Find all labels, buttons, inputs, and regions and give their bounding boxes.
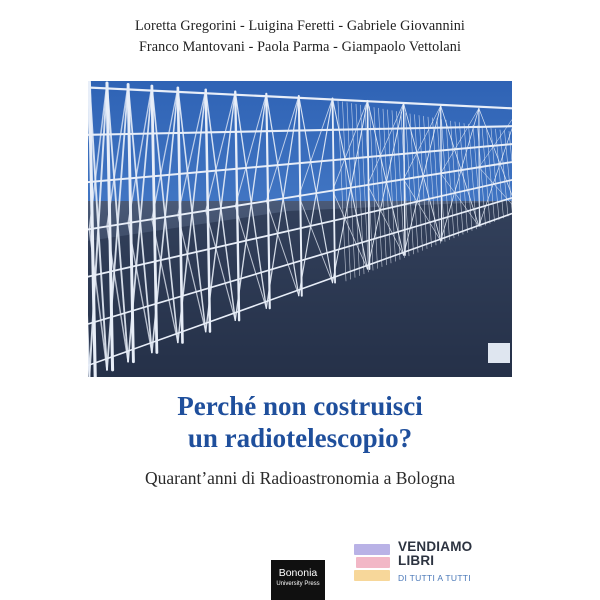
seller-badge xyxy=(352,536,502,592)
badge-line-1: VENDIAMO xyxy=(398,539,473,554)
book-title xyxy=(88,390,512,454)
cover-photo xyxy=(88,81,512,377)
title-line-2: un radiotelescopio? xyxy=(187,423,413,453)
author-list xyxy=(88,16,512,58)
book-cover xyxy=(88,0,512,600)
publisher-logo xyxy=(271,560,325,600)
badge-line-3: DI TUTTI A TUTTI xyxy=(398,573,471,583)
badge-line-2: LIBRI xyxy=(398,553,435,568)
publisher-subname: University Press xyxy=(276,581,320,587)
book-stack-icon xyxy=(352,540,392,588)
authors-line-1: Loretta Gregorini - Luigina Feretti - Gabriele Giovannini xyxy=(135,18,465,34)
small-building xyxy=(488,343,510,363)
title-line-1: Perché non costruisci xyxy=(177,391,423,421)
radio-telescope-truss-image xyxy=(88,81,512,377)
book-subtitle: Quarant’anni di Radioastronomia a Bologna xyxy=(144,468,456,488)
authors-line-2: Franco Mantovani - Paola Parma - Giampaolo Vettolani xyxy=(138,39,462,55)
publisher-name: Bononia xyxy=(278,567,318,579)
